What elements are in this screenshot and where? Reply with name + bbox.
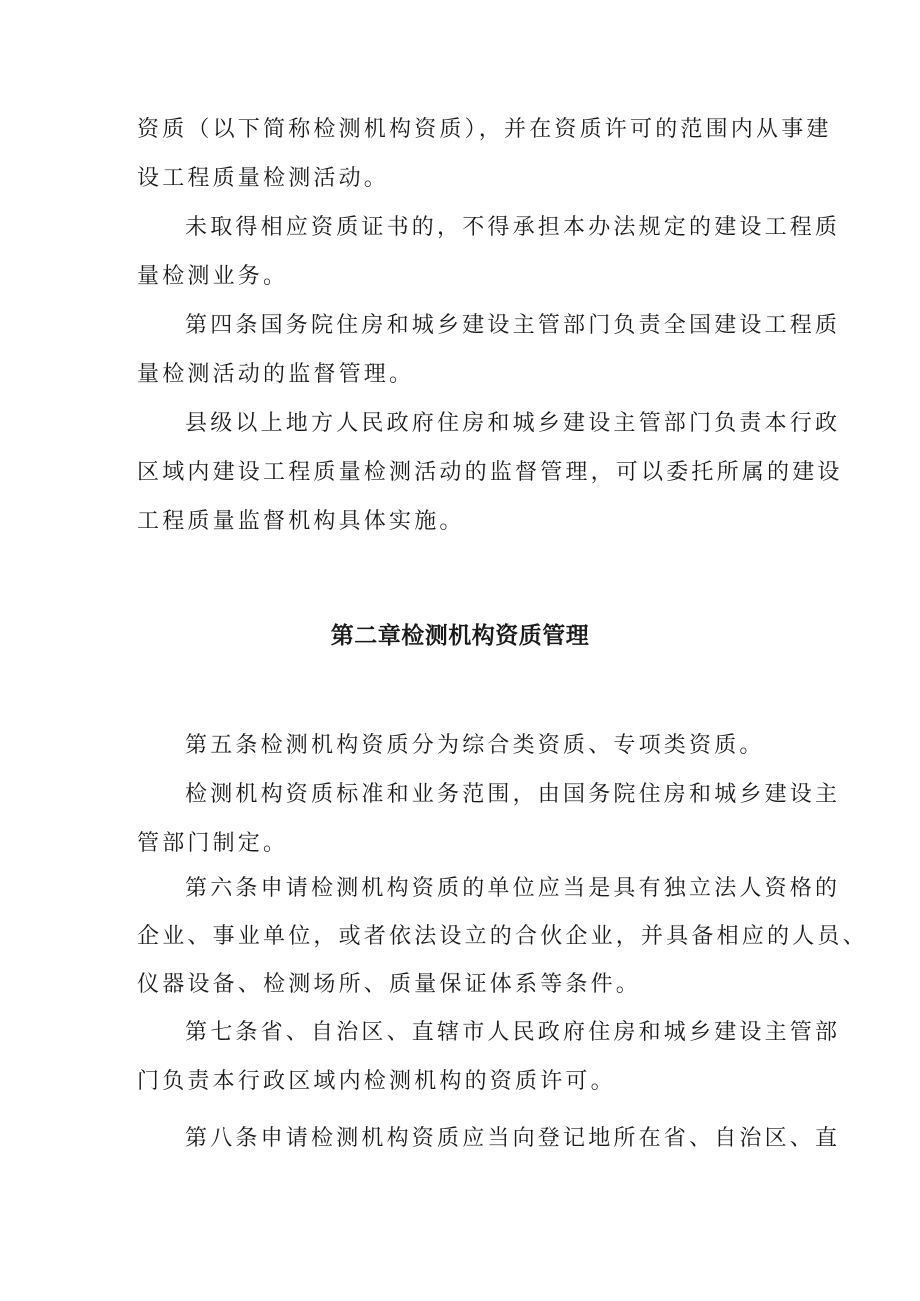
text-line: 县级以上地方人民政府住房和城乡建设主管部门负责本行政 [185, 411, 841, 436]
text-line: 设工程质量检测活动。 [137, 166, 390, 191]
text-line: 区域内建设工程质量检测活动的监督管理，可以委托所属的建设 [137, 460, 843, 485]
text-line: 管部门制定。 [137, 831, 289, 856]
text-line: 第五条检测机构资质分为综合类资质、专项类资质。 [185, 733, 765, 758]
text-line: 第四条国务院住房和城乡建设主管部门负责全国建设工程质 [185, 313, 841, 338]
text-line: 门负责本行政区域内检测机构的资质许可。 [137, 1069, 616, 1094]
text-line: 仪器设备、检测场所、质量保证体系等条件。 [137, 972, 642, 997]
text-line: 工程质量监督机构具体实施。 [137, 509, 465, 534]
text-line: 资质（以下简称检测机构资质），并在资质许可的范围内从事建 [137, 117, 832, 142]
text-line: 企业、事业单位，或者依法设立的合伙企业，并具备相应的人员、 [137, 924, 868, 949]
text-line: 未取得相应资质证书的，不得承担本办法规定的建设工程质 [185, 215, 841, 240]
text-line: 第六条申请检测机构资质的单位应当是具有独立法人资格的 [185, 876, 841, 901]
text-line: 第七条省、自治区、直辖市人民政府住房和城乡建设主管部 [185, 1020, 841, 1045]
text-line: 第八条申请检测机构资质应当向登记地所在省、自治区、直 [185, 1126, 841, 1151]
text-line: 量检测活动的监督管理。 [137, 362, 415, 387]
text-line: 量检测业务。 [137, 264, 289, 289]
chapter-heading: 第二章检测机构资质管理 [330, 623, 590, 649]
text-line: 检测机构资质标准和业务范围，由国务院住房和城乡建设主 [185, 782, 841, 807]
